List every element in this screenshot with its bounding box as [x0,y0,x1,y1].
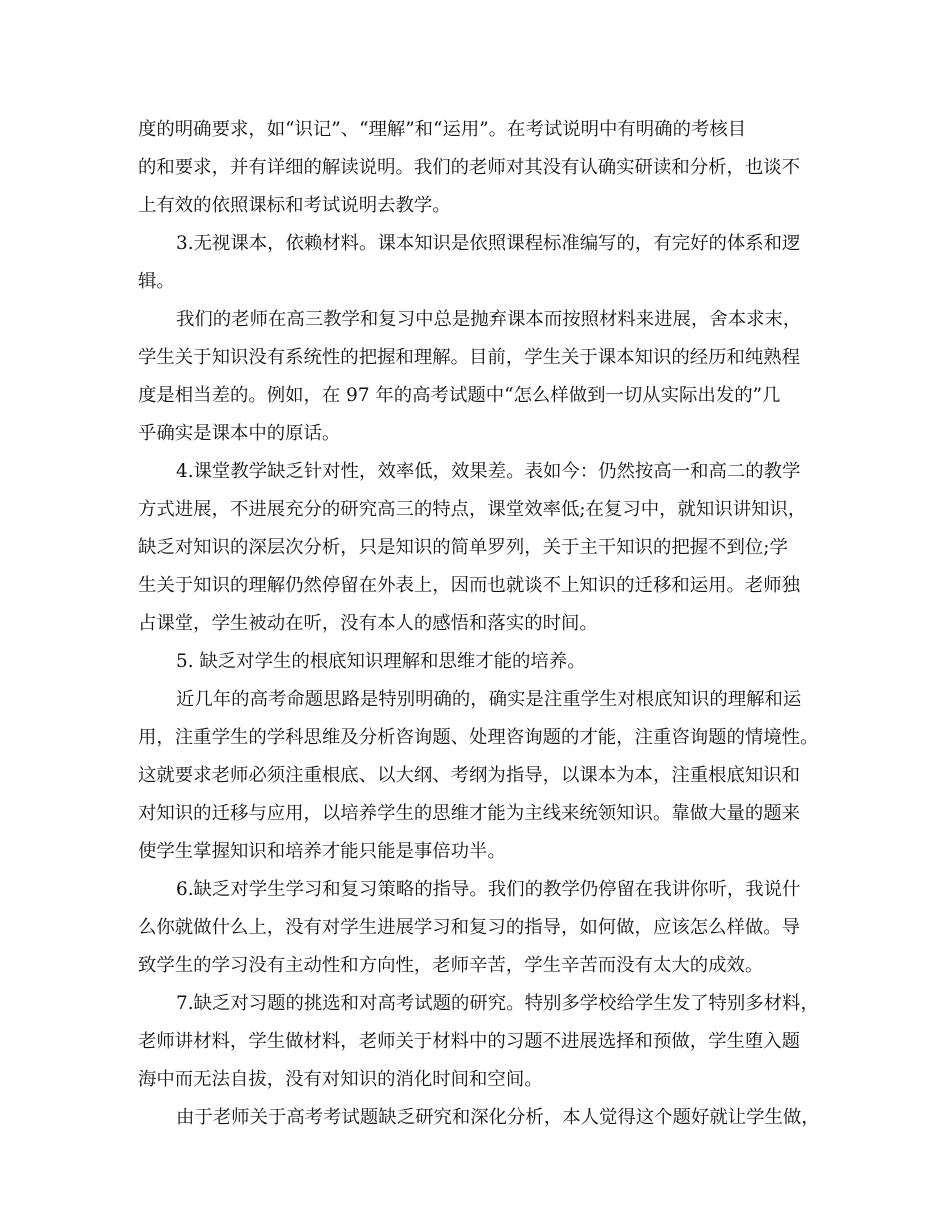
text-line: 对知识的迁移与应用，以培养学生的思维才能为主线来统领知识。靠做大量的题来 [138,803,801,824]
text-line: 这就要求老师必须注重根底、以大纲、考纲为指导，以课本为本，注重根底知识和 [138,765,801,786]
text-line: 由于老师关于高考考试题缺乏研究和深化分析，本人觉得这个题好就让学生做， [176,1107,820,1128]
text-line: 缺乏对知识的深层次分析，只是知识的简单罗列，关于主干知识的把握不到位;学 [138,537,788,558]
text-line: 致学生的学习没有主动性和方向性，老师辛苦，学生辛苦而没有太大的成效。 [138,955,764,976]
text-line: 我们的老师在高三教学和复习中总是抛弃课本而按照材料来进展，舍本求末， [176,309,802,330]
text-line: 方式进展，不进展充分的研究高三的特点，课堂效率低;在复习中，就知识讲知识， [138,499,807,520]
text-line: 6.缺乏对学生学习和复习策略的指导。我们的教学仍停留在我讲你听，我说什 [176,879,801,900]
text-line: 学生关于知识没有系统性的把握和理解。目前，学生关于课本知识的经历和纯熟程 [138,347,801,368]
text-line: 的和要求，并有详细的解读说明。我们的老师对其没有认确实研读和分析，也谈不 [138,157,801,178]
text-line: 么你就做什么上，没有对学生进展学习和复习的指导，如何做，应该怎么样做。导 [138,917,801,938]
text-line: 5. 缺乏对学生的根底知识理解和思维才能的培养。 [176,651,586,672]
text-line: 近几年的高考命题思路是特别明确的，确实是注重学生对根底知识的理解和运 [176,689,802,710]
text-line: 度是相当差的。例如，在 97 年的高考试题中“怎么样做到一切从实际出发的”几 [138,385,781,406]
text-line: 3.无视课本，依赖材料。课本知识是依照课程标准编写的，有完好的体系和逻 [176,233,801,254]
text-line: 用，注重学生的学科思维及分析咨询题、处理咨询题的才能，注重咨询题的情境性。 [138,727,819,748]
text-line: 生关于知识的理解仍然停留在外表上，因而也就谈不上知识的迁移和运用。老师独 [138,575,801,596]
text-line: 占课堂，学生被动在听，没有本人的感悟和落实的时间。 [138,613,598,634]
text-line: 4.课堂教学缺乏针对性，效率低，效果差。表如今：仍然按高一和高二的教学 [176,461,801,482]
text-line: 乎确实是课本中的原话。 [138,423,341,444]
text-line: 度的明确要求，如“识记”、“理解”和“运用”。在考试说明中有明确的考核目 [138,119,747,140]
text-line: 上有效的依照课标和考试说明去教学。 [138,195,451,216]
text-line: 老师讲材料，学生做材料，老师关于材料中的习题不进展选择和预做，学生堕入题 [138,1031,801,1052]
text-line: 海中而无法自拔，没有对知识的消化时间和空间。 [138,1069,543,1090]
text-line: 7.缺乏对习题的挑选和对高考试题的研究。特别多学校给学生发了特别多材料， [176,993,819,1014]
text-line: 辑。 [138,271,175,292]
text-line: 使学生掌握知识和培养才能只能是事倍功半。 [138,841,506,862]
